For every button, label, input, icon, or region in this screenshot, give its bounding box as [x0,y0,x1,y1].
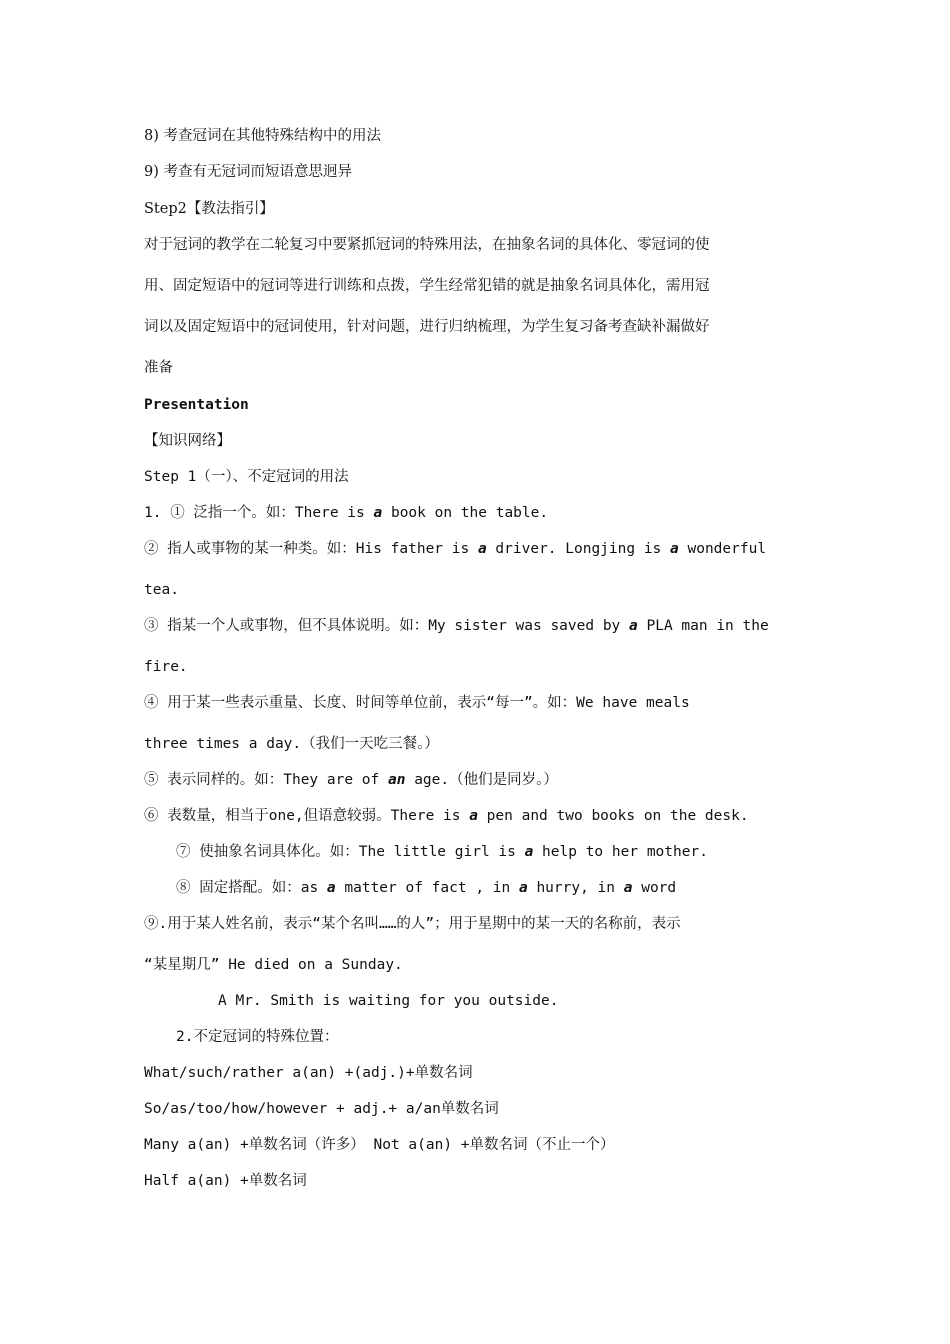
usage-item-2-cont: tea. [144,582,179,598]
usage-item-6 [144,806,749,826]
usage-item-9-example: A Mr. Smith is waiting for you outside. [218,993,559,1009]
article-highlight: a [524,844,534,860]
usage-text: 1. ① 泛指一个。如：There is [144,505,374,521]
usage-text: ⑧ 固定搭配。如：as [176,880,327,896]
usage-item-4-cont: three times a day.（我们一天吃三餐。） [144,736,439,752]
article-highlight: a [477,541,487,557]
special-position-heading: 2.不定冠词的特殊位置： [176,1029,339,1045]
usage-item-9-cont: “某星期几” He died on a Sunday. [144,957,403,973]
presentation-heading: Presentation [144,397,249,413]
paragraph-line-1: 对于冠词的教学在二轮复习中要紧抓冠词的特殊用法，在抽象名词的具体化、零冠词的使 [144,237,710,253]
pattern-line-2: So/as/too/how/however + adj.+ a/an单数名词 [144,1101,499,1117]
usage-text: wonderful [678,541,767,557]
usage-item-7 [176,842,708,862]
pattern-line-3: Many a(an) +单数名词（许多） Not a(an) +单数名词（不止一个） [144,1137,615,1153]
pattern-line-1: What/such/rather a(an) +(adj.)+单数名词 [144,1065,473,1081]
usage-item-5 [144,770,558,790]
usage-text: PLA man in the [637,618,769,634]
paragraph-line-4: 准备 [144,360,173,376]
knowledge-network-heading: 【知识网络】 [144,433,231,449]
usage-text: ② 指人或事物的某一种类。如：His father is [144,541,478,557]
usage-text: ⑦ 使抽象名词具体化。如：The little girl is [176,844,525,860]
step1-heading: Step 1（一）、不定冠词的用法 [144,469,349,485]
usage-item-9: ⑨.用于某人姓名前，表示“某个名叫……的人”；用于星期中的某一天的名称前，表示 [144,916,681,932]
usage-text: driver. Longjing is [486,541,671,557]
article-highlight: a [629,618,638,634]
paragraph-line-3: 词以及固定短语中的冠词使用，针对问题，进行归纳梳理，为学生复习备考查缺补漏做好 [144,319,710,335]
usage-text: ③ 指某一个人或事物，但不具体说明。如：My sister was saved by [144,618,630,634]
usage-item-1 [144,503,548,523]
paragraph-line-2: 用、固定短语中的冠词等进行训练和点拨，学生经常犯错的就是抽象名词具体化，需用冠 [144,278,710,294]
usage-text: age.（他们是同岁。） [405,772,558,788]
section-heading-step2: Step2【教法指引】 [144,201,274,217]
article-highlight: a [373,505,383,521]
usage-text: book on the table. [382,505,549,521]
usage-text: ⑥ 表数量，相当于one,但语意较弱。There is [144,808,470,824]
article-highlight: an [388,772,406,788]
usage-item-4: ④ 用于某一些表示重量、长度、时间等单位前，表示“每一”。如：We have meals [144,695,690,711]
article-highlight: a [326,880,336,896]
usage-text: help to her mother. [533,844,708,860]
article-highlight: a [623,880,633,896]
text-line-item-8: 8) 考查冠词在其他特殊结构中的用法 [144,128,381,144]
usage-item-3 [144,616,769,636]
pattern-line-4: Half a(an) +单数名词 [144,1173,307,1189]
usage-item-8 [176,878,676,898]
usage-item-2 [144,539,766,559]
article-highlight: a [518,880,528,896]
article-highlight: a [469,808,478,824]
article-highlight: a [670,541,679,557]
usage-text: ⑤ 表示同样的。如：They are of [144,772,388,788]
text-line-item-9: 9) 考查有无冠词而短语意思迥异 [144,164,352,180]
usage-text: word [632,880,677,896]
usage-text: matter of fact , in [335,880,519,896]
usage-text: pen and two books on the desk. [477,808,749,824]
usage-item-3-cont: fire. [144,659,188,675]
usage-text: hurry, in [527,880,624,896]
